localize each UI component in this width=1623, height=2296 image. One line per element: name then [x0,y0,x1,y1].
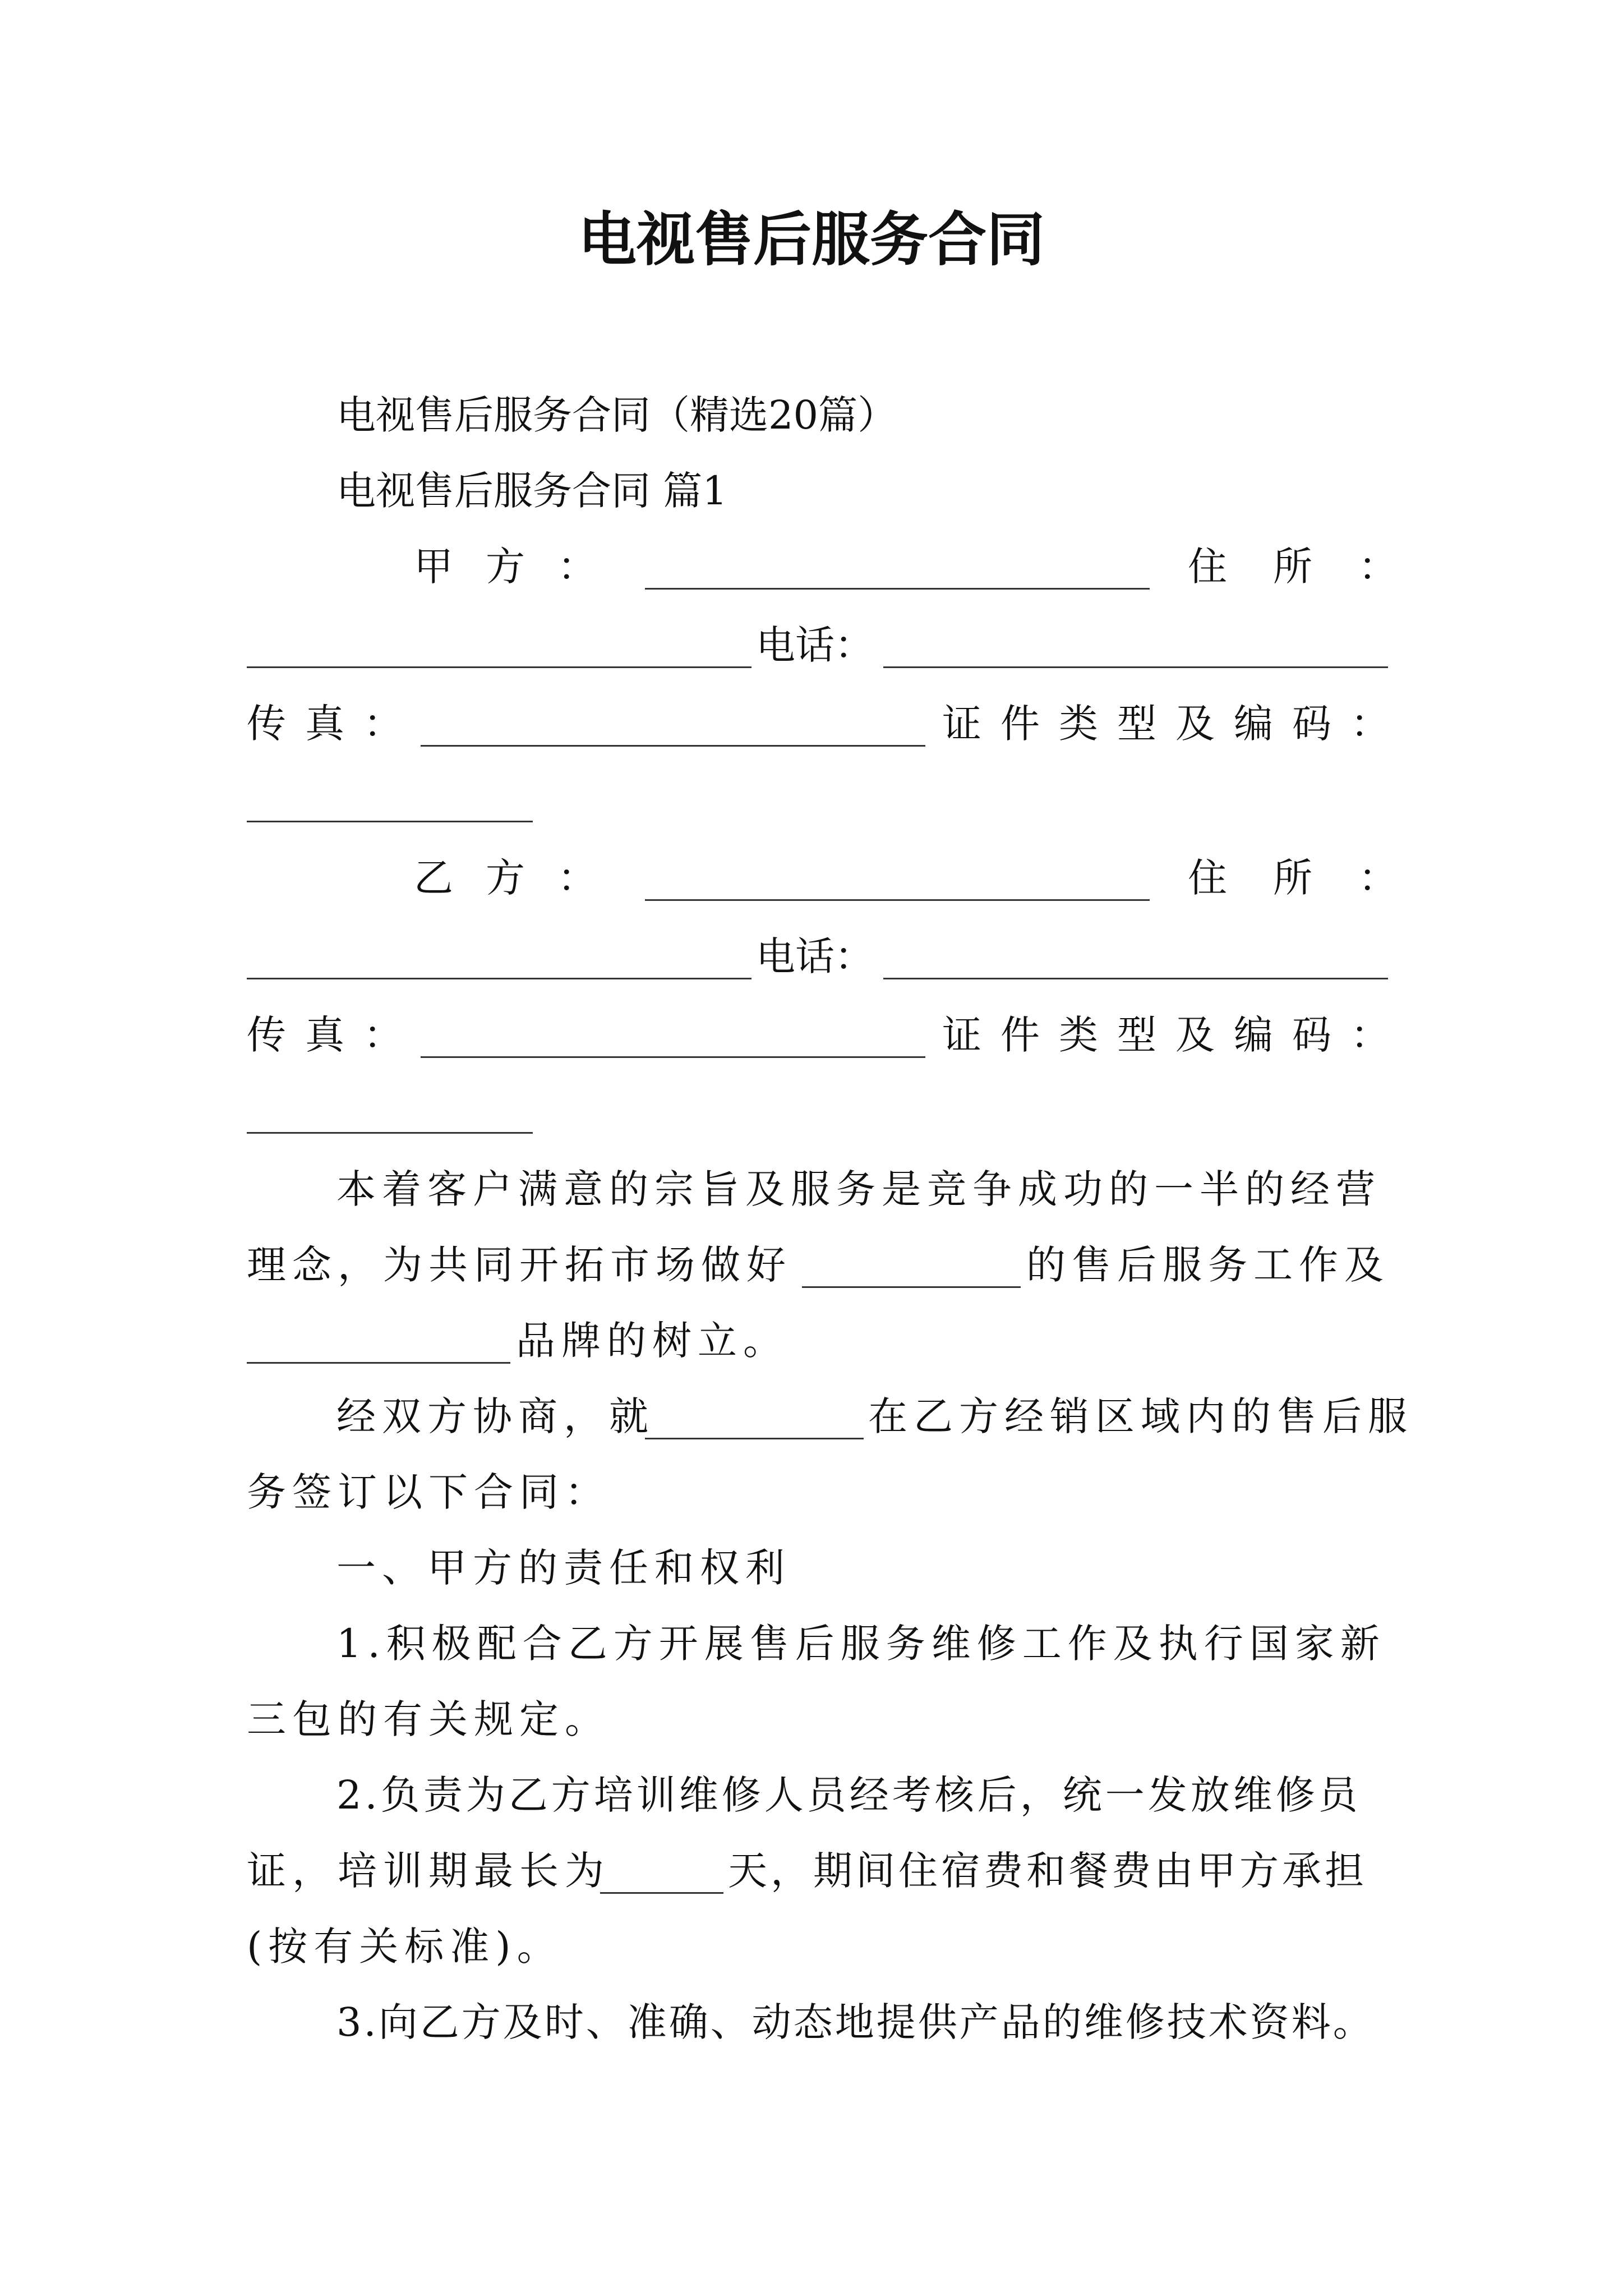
party-a-name-blank [645,588,1150,590]
item-1-line1: 1.积极配合乙方开展售后服务维修工作及执行国家新 [336,1621,1386,1667]
party-b-phone-blank [883,978,1388,979]
brand-blank [802,1286,1021,1288]
party-a-phone-label: 电话： [756,622,874,668]
party-b-label: 乙方： [414,855,629,901]
party-b-id-blank [247,1132,533,1134]
party-a-address-blank [247,666,751,668]
product-blank [645,1438,864,1439]
party-a-id-blank [247,821,533,822]
paragraph-intro-line2-a: 理念，为共同开拓市场做好 [247,1242,792,1288]
document-title: 电视售后服务合同 [578,205,1045,274]
paragraph-agreement-line2: 务签订以下合同： [247,1469,610,1515]
party-a-phone-blank [883,666,1388,668]
item-1-line2: 三包的有关规定。 [247,1696,610,1742]
paragraph-agreement-line1-b: 在乙方经销区域内的售后服 [868,1393,1413,1439]
item-2-line2-a: 证，培训期最长为 [247,1848,610,1894]
document-subtitle: 电视售后服务合同（精选20篇） [336,392,897,438]
party-b-name-blank [645,899,1150,901]
party-a-fax-blank [421,745,925,747]
item-2-line3: (按有关标准)。 [247,1924,562,1970]
party-b-address-label: 住所： [1188,855,1444,901]
party-b-phone-label: 电话： [756,933,874,979]
item-3-line1: 3.向乙方及时、准确、动态地提供产品的维修技术资料。 [336,1999,1375,2045]
party-a-id-label: 证件类型及编码： [942,701,1409,747]
brand-name-blank [247,1362,510,1364]
training-days-blank [600,1892,723,1894]
section-heading: 电视售后服务合同 篇1 [336,468,727,514]
party-b-fax-label: 传真： [247,1012,422,1058]
item-2-line2-b: 天，期间住宿费和餐费由甲方承担 [728,1848,1367,1894]
party-a-fax-label: 传真： [247,701,422,747]
party-b-fax-blank [421,1056,925,1058]
party-a-label: 甲方： [414,544,629,590]
item-2-line1: 2.负责为乙方培训维修人员经考核后，统一发放维修员 [336,1772,1361,1818]
party-b-address-blank [247,978,751,979]
paragraph-intro-line1: 本着客户满意的宗旨及服务是竞争成功的一半的经营 [336,1166,1381,1212]
party-b-id-label: 证件类型及编码： [942,1012,1409,1058]
paragraph-intro-line2-b: 的售后服务工作及 [1026,1242,1390,1288]
paragraph-intro-line3: 品牌的树立。 [516,1318,789,1364]
heading-party-a-duties: 一、甲方的责任和权利 [336,1545,791,1591]
party-a-address-label: 住所： [1188,544,1444,590]
paragraph-agreement-line1-a: 经双方协商，就 [336,1393,654,1439]
